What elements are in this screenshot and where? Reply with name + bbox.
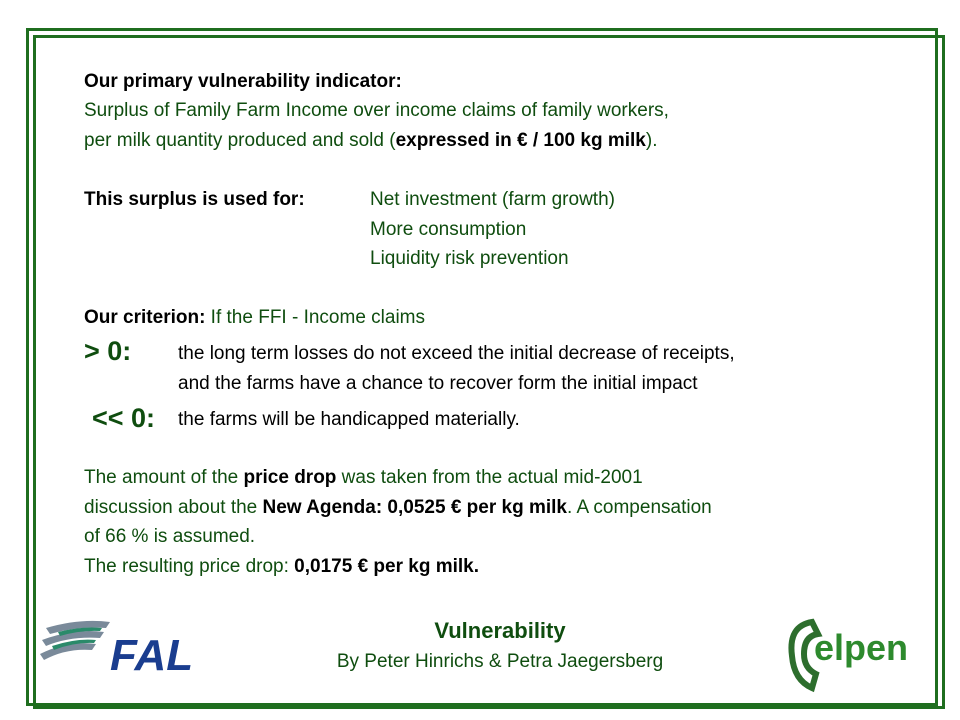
indicator-unit: expressed in € / 100 kg milk [395, 130, 646, 151]
surplus-use-1: Net investment (farm growth) [370, 189, 615, 210]
price-drop-term: price drop [243, 467, 337, 488]
criterion-intro: If the FFI - Income claims [205, 307, 426, 328]
resulting-price-drop: 0,0175 € per kg milk. [294, 556, 480, 577]
surplus-use-3: Liquidity risk prevention [370, 248, 569, 269]
indicator-line-2 [84, 129, 657, 153]
footer-title: Vulnerability [434, 618, 566, 643]
indicator-line-2-prefix: per milk quantity produced and sold ( [84, 130, 396, 151]
indicator-line-2-suffix: ). [645, 130, 658, 151]
elpen-logo [782, 614, 922, 699]
price-line-2-a: discussion about the [84, 497, 263, 518]
criterion-positive-line-1: the long term losses do not exceed the initial decrease of receipts, [178, 343, 735, 364]
criterion-negative-line: the farms will be handicapped materially. [178, 409, 520, 430]
surplus-use-2: More consumption [370, 219, 527, 240]
price-line-3: of 66 % is assumed. [84, 526, 256, 547]
fal-logo-text: FAL [110, 631, 194, 676]
price-line-4-a: The resulting price drop: [84, 556, 295, 577]
price-line-1-a: The amount of the [84, 467, 244, 488]
surplus-label: This surplus is used for: [84, 189, 305, 210]
criterion-positive-symbol: > 0: [84, 336, 132, 366]
criterion-positive-line-2: and the farms have a chance to recover form the initial impact [178, 373, 698, 394]
price-line-1-b: was taken from the actual mid-2001 [336, 467, 643, 488]
footer-authors: By Peter Hinrichs & Petra Jaegersberg [336, 651, 664, 672]
price-line-4 [84, 555, 479, 579]
criterion-negative-symbol: << 0: [92, 403, 156, 433]
new-agenda-term: New Agenda: 0,0525 € per kg milk [262, 497, 567, 518]
price-line-1 [84, 466, 643, 490]
criterion-line [84, 306, 425, 330]
fal-logo [40, 618, 210, 681]
criterion-label: Our criterion: [84, 307, 206, 328]
indicator-line-1: Surplus of Family Farm Income over income claims of family workers, [84, 100, 669, 121]
price-line-2 [84, 496, 712, 520]
indicator-heading: Our primary vulnerability indicator: [84, 71, 402, 92]
price-line-2-b: . A compensation [567, 497, 712, 518]
elpen-logo-text: elpen [814, 627, 909, 668]
